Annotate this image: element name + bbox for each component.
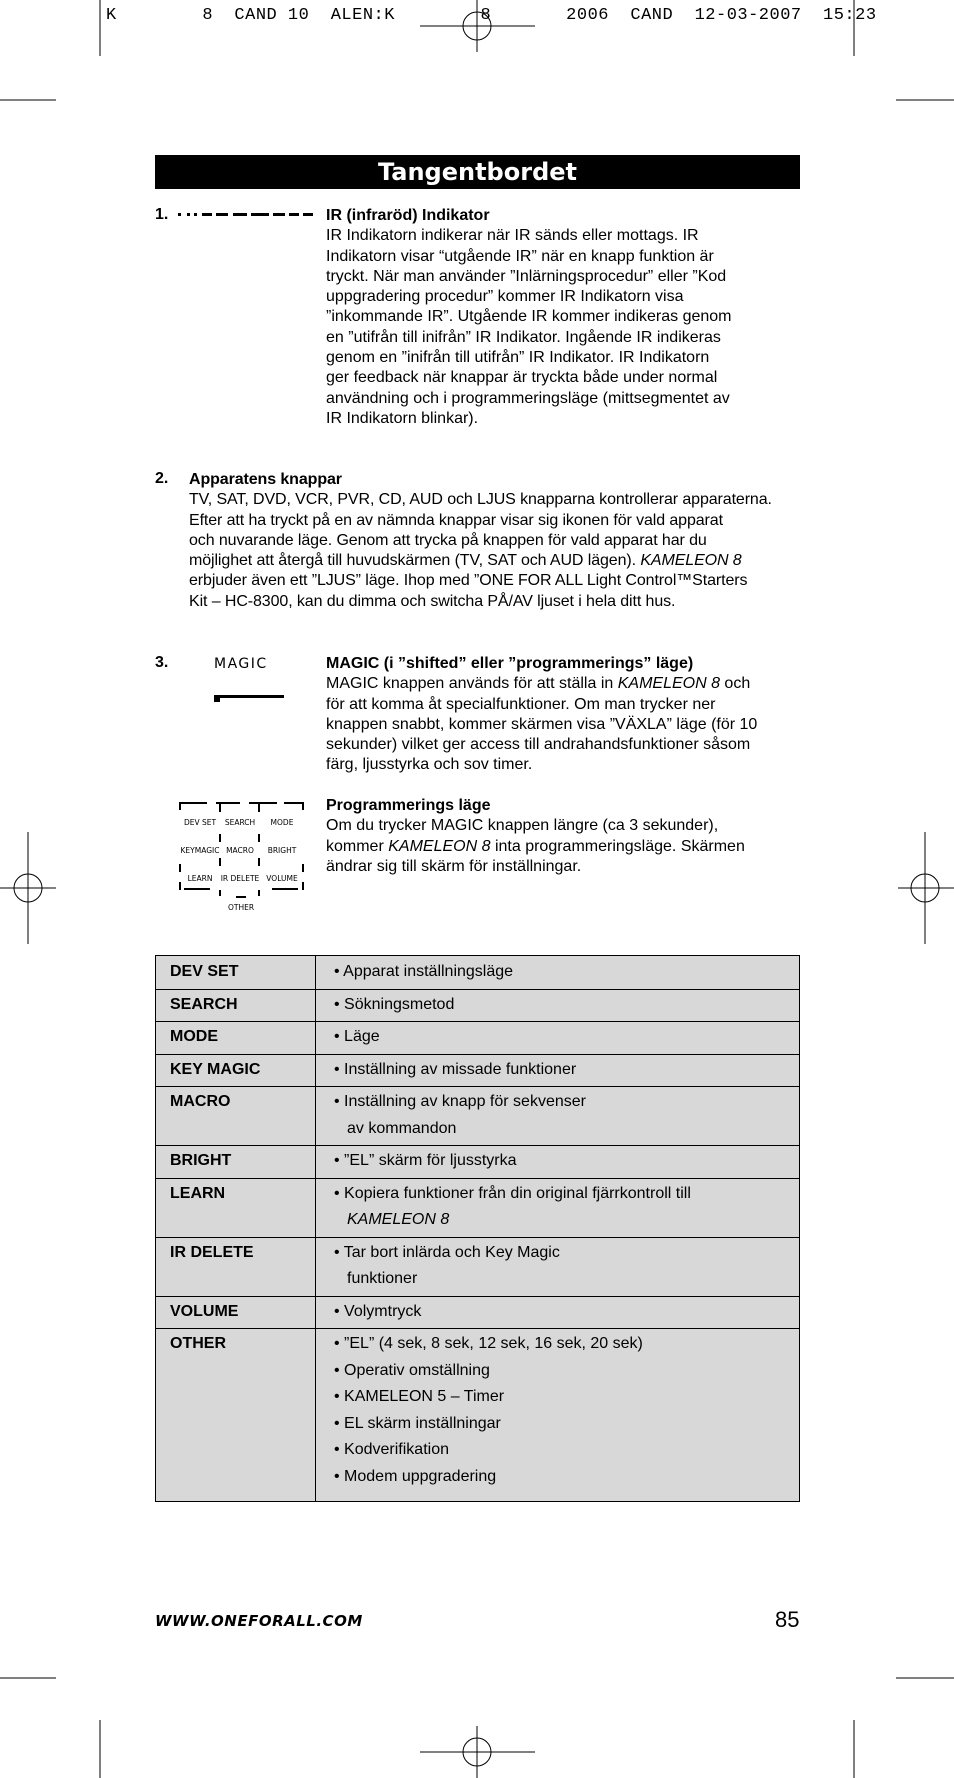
device-keys-text xyxy=(189,470,809,612)
text-line: uppgradering procedur” kommer IR Indikatorn visa xyxy=(326,288,684,306)
table-row xyxy=(156,989,800,1022)
text-line: Efter att ha tryckt på en av nämnda knappar visar sig ikonen för vald apparat xyxy=(189,511,723,529)
text-segment: möjlighet att återgå till huvudskärmen (TV, SAT och AUD lägen). xyxy=(189,552,636,570)
page-title: Tangentbordet xyxy=(155,155,800,189)
text-line: Indikatorn visar “utgående IR” när en knapp funktion är xyxy=(326,247,714,265)
table-value xyxy=(316,956,800,990)
text-line: användning och i programmeringsläge (mittsegmentet av xyxy=(326,389,730,407)
text-segment: och xyxy=(719,675,751,693)
value-line: • Inställning av missade funktioner xyxy=(334,1060,577,1078)
text-segment: inta programmeringsläge. Skärmen xyxy=(490,837,745,855)
table-key: MACRO xyxy=(156,1087,316,1146)
text-line: IR Indikatorn indikerar när IR sänds eller mottags. IR xyxy=(326,227,699,245)
table-key: KEY MAGIC xyxy=(156,1054,316,1087)
text-line: genom en ”inifrån till utifrån” IR Indikator. IR Indikatorn xyxy=(326,349,710,367)
text-line: sekunder) vilket ger access till andrahandsfunktioner såsom xyxy=(326,736,751,754)
value-line: • Kodverifikation xyxy=(334,1441,449,1458)
brand-name: KAMELEON 8 xyxy=(640,552,742,570)
text-line: knappen snabbt, kommer skärmen visa ”VÄXLA” läge (för 10 xyxy=(326,715,758,733)
value-line: • Sökningsmetod xyxy=(334,995,455,1013)
value-line: • KAMELEON 5 – Timer xyxy=(334,1388,505,1405)
text-line: ändrar sig till skärm för inställningar. xyxy=(326,857,582,875)
table-value xyxy=(316,1296,800,1329)
text-line: färg, ljusstyrka och sov timer. xyxy=(326,756,533,774)
text-line: och nuvarande läge. Genom att trycka på knappen för vald apparat har du xyxy=(189,531,707,549)
table-row xyxy=(156,1087,800,1146)
table-value xyxy=(316,1087,800,1146)
text-line: IR Indikatorn blinkar). xyxy=(326,409,479,427)
table-value xyxy=(316,1146,800,1179)
table-key: SEARCH xyxy=(156,989,316,1022)
keypad-label-search: SEARCH xyxy=(224,818,256,827)
value-line: av kommandon xyxy=(347,1119,457,1137)
footer-website-link[interactable]: WWW.ONEFORALL.COM xyxy=(155,1612,363,1630)
table-value xyxy=(316,1237,800,1296)
keypad-frame-icon xyxy=(176,796,308,916)
table-row xyxy=(156,1329,800,1502)
value-line: • Kopiera funktioner från din original fjärrkontroll till xyxy=(334,1184,691,1202)
registration-mark-bottom xyxy=(420,1726,535,1778)
magic-key-label: MAGIC xyxy=(214,656,268,672)
print-header: K 8 CAND 10 ALEN:K 8 2006 CAND 12-03-2007 15:23 xyxy=(106,6,877,25)
table-row xyxy=(156,956,800,990)
brand-name: KAMELEON 8 xyxy=(388,837,491,855)
magic-heading: MAGIC (i ”shifted” eller ”programmerings” läge) xyxy=(326,655,694,672)
value-line: • ”EL” (4 sek, 8 sek, 12 sek, 16 sek, 20 sek) xyxy=(334,1335,643,1352)
value-line: • ”EL” skärm för ljusstyrka xyxy=(334,1152,517,1169)
value-line: • Apparat inställningsläge xyxy=(334,963,514,980)
registration-mark-left xyxy=(0,832,56,944)
value-line: KAMELEON 8 xyxy=(347,1211,450,1228)
text-line xyxy=(189,551,809,571)
keypad-label-ir-delete: IR DELETE xyxy=(220,874,260,883)
table-value xyxy=(316,989,800,1022)
value-line: • Inställning av knapp för sekvenser xyxy=(334,1093,586,1110)
keypad-label-dev-set: DEV SET xyxy=(183,818,217,827)
text-line: Om du trycker MAGIC knappen längre (ca 3 sekunder), xyxy=(326,817,719,835)
keypad-label-macro: MACRO xyxy=(226,846,254,855)
value-line: • Tar bort inlärda och Key Magic xyxy=(334,1243,560,1261)
brand-name: KAMELEON 8 xyxy=(617,675,720,693)
text-line: Kit – HC-8300, kan du dimma och switcha PÅ/AV ljuset i hela ditt hus. xyxy=(189,592,676,610)
text-line xyxy=(326,837,806,857)
keypad-label-learn: LEARN xyxy=(187,874,213,883)
ir-indicator-icon xyxy=(178,208,314,222)
text-line: ”inkommande IR”. Utgående IR kommer indikeras genom xyxy=(326,308,732,326)
text-line: för att komma åt specialfunktioner. Om man trycker ner xyxy=(326,695,716,713)
programming-mode-text xyxy=(326,796,806,877)
table-key: VOLUME xyxy=(156,1296,316,1329)
registration-mark-right xyxy=(898,832,954,944)
value-line: • Operativ omställning xyxy=(334,1361,490,1379)
table-key: BRIGHT xyxy=(156,1146,316,1179)
programming-keypad-illustration xyxy=(176,796,308,916)
registration-mark-top xyxy=(420,0,535,52)
page-number: 85 xyxy=(775,1607,800,1632)
keypad-label-volume: VOLUME xyxy=(266,874,298,883)
table-row xyxy=(156,1146,800,1179)
keypad-label-other: OTHER xyxy=(227,903,255,912)
table-row xyxy=(156,1296,800,1329)
table-value xyxy=(316,1054,800,1087)
text-segment: MAGIC knappen används för att ställa in xyxy=(326,675,618,693)
programming-functions-table xyxy=(155,955,800,1502)
keypad-label-key-magic: KEYMAGIC xyxy=(180,846,220,855)
programming-mode-heading: Programmerings läge xyxy=(326,797,491,814)
ir-indicator-heading: IR (infraröd) Indikator xyxy=(326,207,490,224)
table-value xyxy=(316,1022,800,1055)
section-number-1: 1. xyxy=(155,206,169,223)
text-segment: kommer xyxy=(326,837,389,855)
table-key: IR DELETE xyxy=(156,1237,316,1296)
section-number-3: 3. xyxy=(155,654,169,671)
magic-text xyxy=(326,654,806,776)
device-keys-heading: Apparatens knappar xyxy=(189,471,342,488)
keypad-label-bright: BRIGHT xyxy=(267,846,297,855)
text-line: en ”utifrån till inifrån” IR Indikator. Ingående IR indikeras xyxy=(326,328,721,346)
table-key: OTHER xyxy=(156,1329,316,1502)
value-line: • Läge xyxy=(334,1028,380,1045)
value-line: • Volymtryck xyxy=(334,1302,422,1320)
table-key: MODE xyxy=(156,1022,316,1055)
ir-indicator-text xyxy=(326,206,801,429)
magic-key-icon xyxy=(214,692,286,706)
table-row xyxy=(156,1054,800,1087)
value-line: • EL skärm inställningar xyxy=(334,1414,501,1432)
keypad-label-mode: MODE xyxy=(270,818,294,827)
text-line: ger feedback när knappar är tryckta både under normal xyxy=(326,369,718,387)
table-key: DEV SET xyxy=(156,956,316,990)
table-value xyxy=(316,1329,800,1502)
text-line: erbjuder även ett ”LJUS” läge. Ihop med ”ONE FOR ALL Light Control™Starters xyxy=(189,572,748,590)
table-row xyxy=(156,1237,800,1296)
text-line: tryckt. När man använder ”Inlärningsprocedur” eller ”Kod xyxy=(326,267,727,285)
table-row xyxy=(156,1022,800,1055)
text-line xyxy=(326,674,806,694)
section-number-2: 2. xyxy=(155,470,169,487)
value-line: funktioner xyxy=(347,1270,418,1287)
text-line: TV, SAT, DVD, VCR, PVR, CD, AUD och LJUS knapparna kontrollerar apparaterna. xyxy=(189,491,772,509)
table-value xyxy=(316,1178,800,1237)
table-key: LEARN xyxy=(156,1178,316,1237)
table-row xyxy=(156,1178,800,1237)
value-line: • Modem uppgradering xyxy=(334,1467,497,1485)
